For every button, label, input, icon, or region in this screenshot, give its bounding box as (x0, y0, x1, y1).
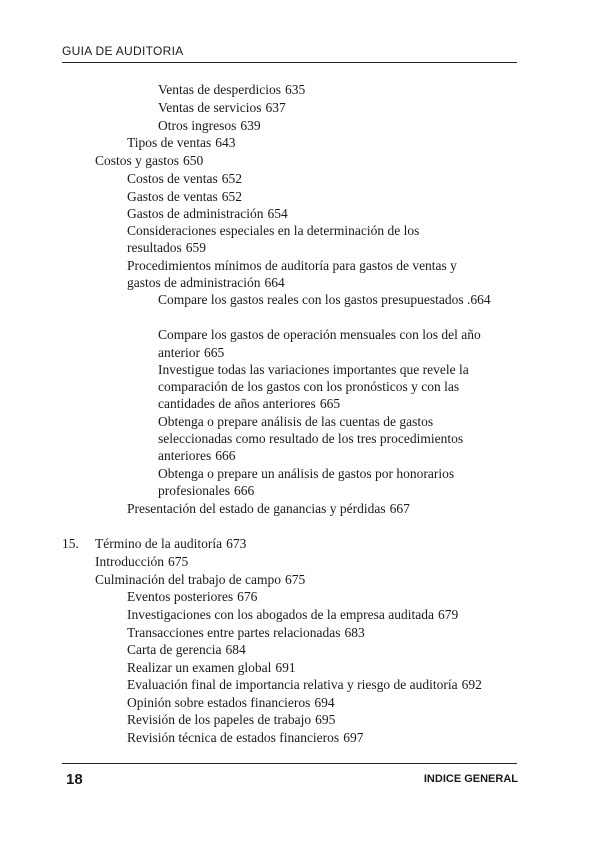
toc-entry-page: 635 (284, 82, 306, 97)
toc-entry-label: anteriores (158, 448, 212, 463)
toc-entry-page: 654 (267, 206, 288, 221)
toc-entry-page: 665 (319, 396, 341, 411)
toc-entry-page: 675 (167, 554, 189, 569)
toc-entry-label: cantidades de años anteriores (158, 396, 316, 411)
toc-entry-label: Culminación del trabajo de campo (95, 572, 281, 587)
toc-entry-label: Ventas de desperdicios (158, 82, 281, 97)
toc-entry-label: Evaluación final de importancia relativa y riesgo de auditoría (127, 677, 458, 692)
toc-entry-label: Eventos posteriores (127, 589, 234, 604)
toc-entry-label: Realizar un examen global (127, 660, 272, 675)
toc-entry-page: 667 (389, 501, 410, 516)
toc-entry-label-line: Consideraciones especiales en la determinación de los (127, 223, 420, 238)
toc-entry-label: Compare los gastos reales con los gastos presupuestados . (158, 292, 471, 307)
toc-entry-label: Carta de gerencia (127, 642, 222, 657)
toc-entry-page: 650 (183, 153, 204, 168)
toc-entry-label: Revisión de los papeles de trabajo (127, 712, 312, 727)
toc-entry-label: Investigaciones con los abogados de la empresa auditada (127, 607, 435, 622)
toc-entry-label: Opinión sobre estados financieros (127, 695, 311, 710)
toc-entry-label: Costos y gastos (95, 153, 180, 168)
toc-entry-label: gastos de administración (127, 275, 261, 290)
toc-entry-label: profesionales (158, 483, 230, 498)
toc-entry-page: 684 (225, 642, 246, 657)
toc-entry-page: 675 (284, 572, 306, 587)
toc-entry-label-line: Procedimientos mínimos de auditoría para gastos de ventas y (127, 258, 457, 273)
toc-entry-label-line: Investigue todas las variaciones importantes que revele la (158, 362, 469, 377)
toc-entry-page: 691 (275, 660, 296, 675)
header-rule (62, 62, 517, 63)
toc-entry-page: 673 (226, 536, 247, 551)
toc-entry-label: Introducción (95, 554, 164, 569)
toc-entry-page: 664 (470, 292, 491, 307)
toc-entry-page: 683 (344, 625, 365, 640)
toc-entry-label: Gastos de ventas (127, 189, 218, 204)
toc-entry-label: anterior (158, 345, 200, 360)
toc-entry-page: 643 (215, 135, 236, 150)
page-number: 18 (66, 771, 83, 788)
toc-entry-label: Otros ingresos (158, 118, 237, 133)
toc-entry-label: Gastos de administración (127, 206, 264, 221)
toc-entry-page: 659 (185, 240, 206, 255)
toc-entry-page: 639 (240, 118, 261, 133)
toc-entry-page: 697 (343, 730, 364, 745)
header-title: GUIA DE AUDITORIA (62, 44, 184, 58)
toc-entry-label-line: Compare los gastos de operación mensuales con los del año (158, 327, 481, 342)
toc-entry-page: 665 (203, 345, 225, 360)
toc-entry-page: 679 (438, 607, 459, 622)
toc-entry-label-line: seleccionadas como resultado de los tres procedimientos (158, 431, 464, 446)
footer-rule (62, 763, 517, 764)
toc-entry-page: 692 (461, 677, 482, 692)
toc-entry-page: 637 (265, 100, 286, 115)
toc-entry-page: 652 (221, 171, 242, 186)
toc-entry-label: Revisión técnica de estados financieros (127, 730, 340, 745)
toc-entry-page: 666 (215, 448, 236, 463)
toc-entry-page: 695 (315, 712, 336, 727)
toc-entry-page: 652 (221, 189, 242, 204)
toc-entry-label-line: comparación de los gastos con los pronósticos y con las (158, 379, 460, 394)
toc-entry-label-line: Obtenga o prepare análisis de las cuentas de gastos (158, 414, 434, 429)
toc-entry-page: 694 (314, 695, 335, 710)
toc-entry-label: Término de la auditoría (95, 536, 223, 551)
toc-entry-label: Tipos de ventas (127, 135, 212, 150)
toc-entry-label-line: Obtenga o prepare un análisis de gastos por honorarios (158, 466, 455, 481)
toc-entry-label: Presentación del estado de ganancias y pérdidas (127, 501, 386, 516)
toc-entry-label: Transacciones entre partes relacionadas (127, 625, 341, 640)
toc-entry-label: resultados (127, 240, 182, 255)
chapter-number: 15. (62, 536, 79, 551)
toc-entry-label: Ventas de servicios (158, 100, 262, 115)
toc-entry-page: 676 (237, 589, 258, 604)
toc-entry-page: 664 (264, 275, 285, 290)
toc-entry-page: 666 (233, 483, 255, 498)
toc-entry-label: Costos de ventas (127, 171, 218, 186)
footer-section-title: INDICE GENERAL (423, 773, 518, 785)
